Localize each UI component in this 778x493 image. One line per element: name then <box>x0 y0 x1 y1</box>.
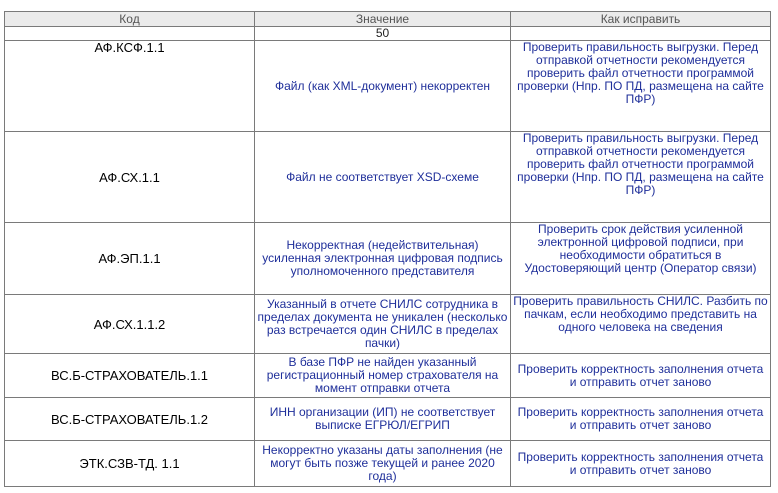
error-value: В базе ПФР не найден указанный регистрационный номер страхователя на момент отправки отчета <box>255 354 511 398</box>
error-value: ИНН организации (ИП) не соответствует выписке ЕГРЮЛ/ЕГРИП <box>255 398 511 441</box>
error-value: Некорректно указаны даты заполнения (не могут быть позже текущей и ранее 2020 года) <box>255 441 511 487</box>
table-row <box>5 441 771 487</box>
error-code: АФ.ЭП.1.1 <box>5 223 255 295</box>
table-row <box>5 295 771 354</box>
header-row <box>5 12 771 27</box>
error-code: АФ.СХ.1.1.2 <box>5 295 255 354</box>
error-code: АФ.КСФ.1.1 <box>5 41 255 132</box>
error-fix: Проверить правильность выгрузки. Перед отправкой отчетности рекомендуется проверить файл отчетности программой проверки (Нпр. ПО ПД, размещена на сайте ПФР) <box>511 132 771 223</box>
error-code: ВС.Б-СТРАХОВАТЕЛЬ.1.1 <box>5 354 255 398</box>
error-fix: Проверить корректность заполнения отчета и отправить отчет заново <box>511 354 771 398</box>
error-code: АФ.СХ.1.1 <box>5 132 255 223</box>
blank-cell <box>511 27 771 41</box>
section-number: 50 <box>255 27 511 41</box>
section-number-row <box>5 27 771 41</box>
table-row <box>5 398 771 441</box>
table-row <box>5 132 771 223</box>
error-fix: Проверить корректность заполнения отчета и отправить отчет заново <box>511 441 771 487</box>
table-row <box>5 223 771 295</box>
column-header-fix: Как исправить <box>511 12 771 27</box>
error-fix: Проверить правильность СНИЛС. Разбить по пачкам, если необходимо представить на одного человека на сведения <box>511 295 771 354</box>
error-fix: Проверить срок действия усиленной электронной цифровой подписи, при необходимости обратиться в Удостоверяющий центр (Оператор связи) <box>511 223 771 295</box>
error-fix: Проверить корректность заполнения отчета и отправить отчет заново <box>511 398 771 441</box>
error-value: Некорректная (недействительная) усиленная электронная цифровая подпись уполномоченного представителя <box>255 223 511 295</box>
error-code: ЭТК.СЗВ-ТД. 1.1 <box>5 441 255 487</box>
blank-cell <box>5 27 255 41</box>
error-code: ВС.Б-СТРАХОВАТЕЛЬ.1.2 <box>5 398 255 441</box>
error-value: Указанный в отчете СНИЛС сотрудника в пределах документа не уникален (несколько раз встречается один СНИЛС в пределах пачки) <box>255 295 511 354</box>
error-value: Файл (как XML-документ) некорректен <box>255 41 511 132</box>
column-header-code: Код <box>5 12 255 27</box>
error-fix: Проверить правильность выгрузки. Перед отправкой отчетности рекомендуется проверить файл отчетности программой проверки (Нпр. ПО ПД, размещена на сайте ПФР) <box>511 41 771 132</box>
table-row <box>5 354 771 398</box>
table-row <box>5 41 771 132</box>
error-codes-table <box>4 11 771 487</box>
error-value: Файл не соответствует XSD-схеме <box>255 132 511 223</box>
column-header-value: Значение <box>255 12 511 27</box>
